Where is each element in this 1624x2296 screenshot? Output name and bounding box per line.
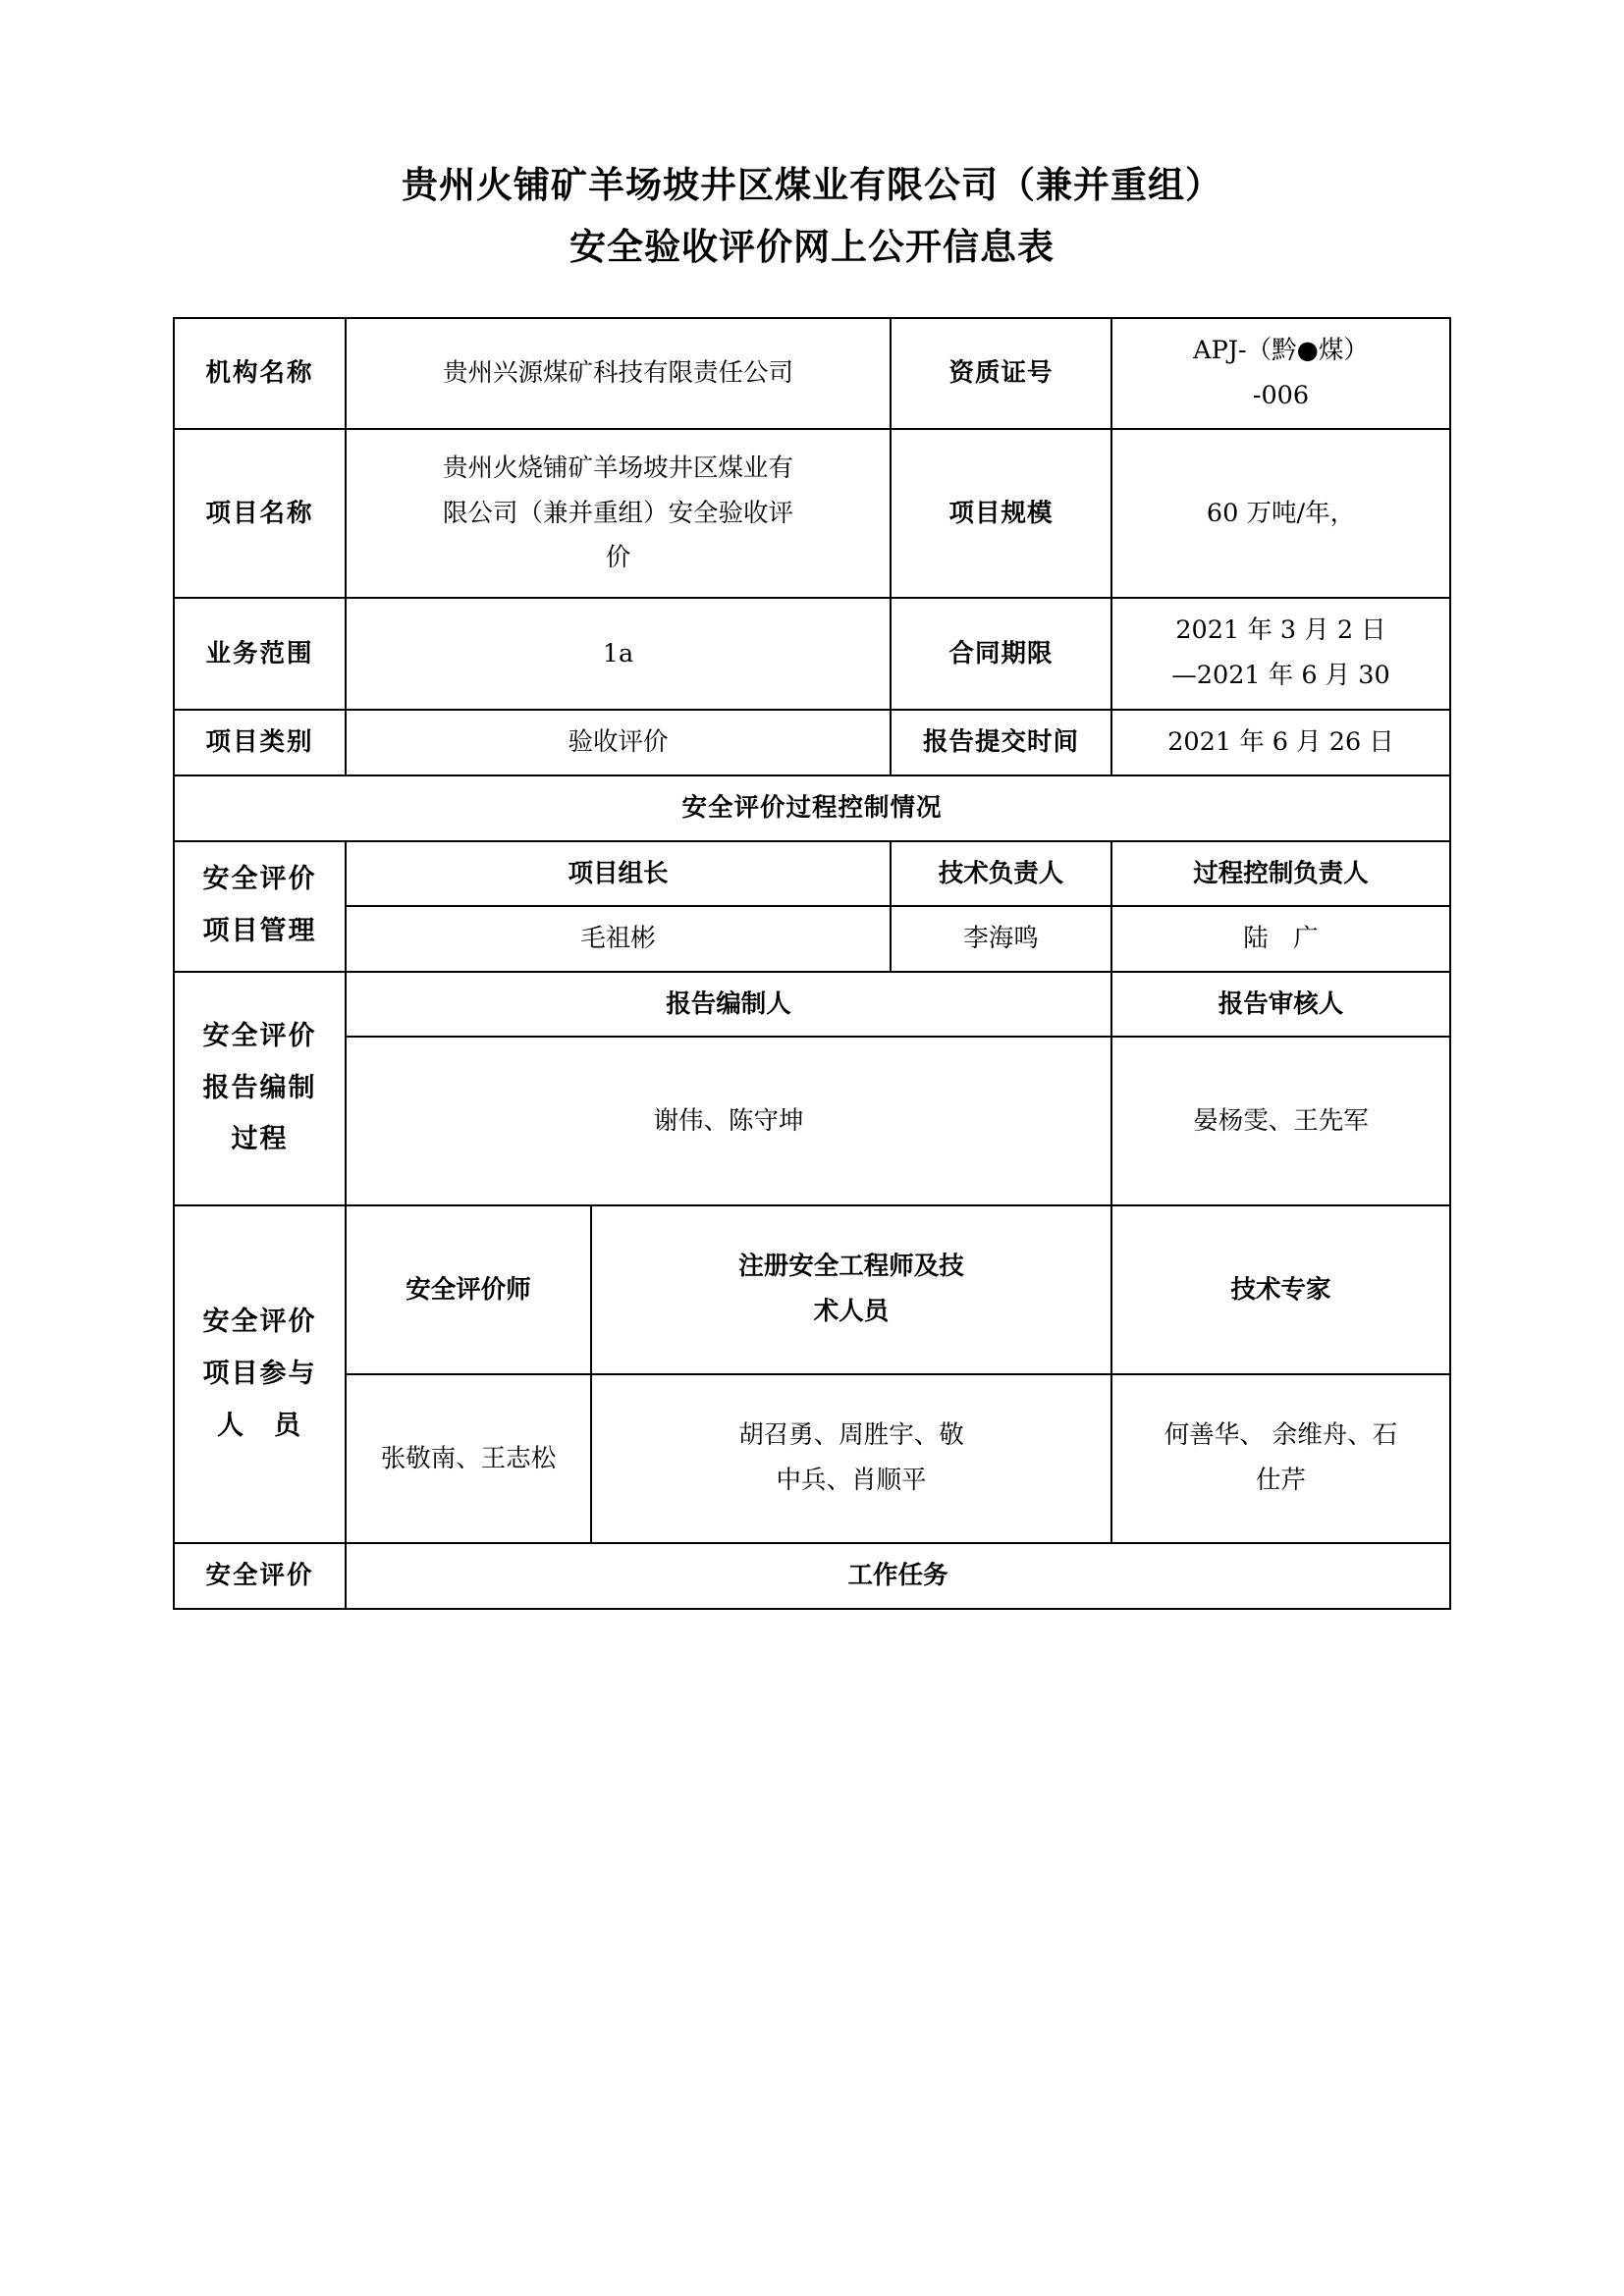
value-report-writer: 谢伟、陈守坤 [346, 1037, 1111, 1205]
label-project-category: 项目类别 [174, 710, 346, 775]
value-process-control-manager: 陆 广 [1111, 906, 1450, 972]
page-title-line-2: 安全验收评价网上公开信息表 [569, 225, 1055, 269]
head-registered-engineer-line-1: 注册安全工程师及技 [738, 1252, 964, 1282]
table-row-participants-heads [174, 1205, 1450, 1374]
value-technical-expert-line-1: 何善华、 余维舟、石 [1164, 1420, 1398, 1451]
value-organization-name: 贵州兴源煤矿科技有限责任公司 [346, 318, 891, 430]
head-registered-engineer [591, 1205, 1111, 1374]
label-project-management-line-2: 项目管理 [202, 916, 317, 947]
label-report-compilation [174, 972, 346, 1206]
value-project-name [346, 429, 891, 598]
head-process-control-manager: 过程控制负责人 [1111, 841, 1450, 907]
value-project-leader: 毛祖彬 [346, 906, 891, 972]
project-name-line-2: 限公司（兼并重组）安全验收评 [442, 498, 793, 528]
value-submit-time: 2021 年 6 月 26 日 [1111, 710, 1450, 775]
document-title-block [0, 0, 1624, 276]
label-organization-name: 机构名称 [174, 318, 346, 430]
page-title-line-1: 贵州火铺矿羊场坡井区煤业有限公司（兼并重组） [402, 163, 1222, 206]
label-report-compilation-line-2: 报告编制 [202, 1072, 317, 1103]
section-title-process-control: 安全评价过程控制情况 [174, 775, 1450, 841]
value-registered-engineer [591, 1374, 1111, 1543]
contract-term-line-2: —2021 年 6 月 30 [1171, 661, 1390, 691]
value-project-category: 验收评价 [346, 710, 891, 775]
label-submit-time: 报告提交时间 [891, 710, 1111, 775]
value-registered-engineer-line-1: 胡召勇、周胜宇、敬 [738, 1420, 964, 1451]
value-technical-expert [1111, 1374, 1450, 1543]
project-name-line-1: 贵州火烧铺矿羊场坡井区煤业有 [442, 453, 793, 483]
label-project-participants [174, 1205, 346, 1543]
label-project-participants-line-2: 项目参与 [202, 1359, 317, 1390]
label-project-management [174, 841, 346, 972]
table-row-organization [174, 318, 1450, 430]
head-safety-assessor: 安全评价师 [346, 1205, 591, 1374]
table-row-report-compilation-values [174, 1037, 1450, 1205]
project-name-line-3: 价 [605, 543, 631, 573]
value-safety-assessor: 张敬南、王志松 [346, 1374, 591, 1543]
value-certificate-no [1111, 318, 1450, 430]
head-project-leader: 项目组长 [346, 841, 891, 907]
value-contract-term [1111, 598, 1450, 710]
certificate-no-line-2: -006 [1252, 380, 1310, 410]
label-report-compilation-line-1: 安全评价 [202, 1021, 317, 1052]
contract-term-line-1: 2021 年 3 月 2 日 [1175, 615, 1386, 646]
table-row-business-scope [174, 598, 1450, 710]
value-technical-manager: 李海鸣 [891, 906, 1111, 972]
label-project-name: 项目名称 [174, 429, 346, 598]
label-project-management-line-1: 安全评价 [202, 864, 317, 895]
label-safety-assessment: 安全评价 [174, 1543, 346, 1609]
value-report-reviewer: 晏杨雯、王先军 [1111, 1037, 1450, 1205]
table-row-report-compilation-heads [174, 972, 1450, 1038]
label-business-scope: 业务范围 [174, 598, 346, 710]
value-technical-expert-line-2: 仕芹 [1255, 1466, 1306, 1496]
label-project-participants-line-3: 人 员 [216, 1410, 302, 1441]
label-certificate-no: 资质证号 [891, 318, 1111, 430]
head-technical-expert: 技术专家 [1111, 1205, 1450, 1374]
head-technical-manager: 技术负责人 [891, 841, 1111, 907]
table-row-participants-values [174, 1374, 1450, 1543]
label-report-compilation-line-3: 过程 [231, 1124, 289, 1155]
value-project-scale: 60 万吨/年， [1111, 429, 1450, 598]
table-row-project-management-values [174, 906, 1450, 972]
value-business-scope: 1a [346, 598, 891, 710]
label-contract-term: 合同期限 [891, 598, 1111, 710]
table-row-project-name [174, 429, 1450, 598]
table-row-work-task [174, 1543, 1450, 1609]
value-registered-engineer-line-2: 中兵、肖顺平 [776, 1466, 927, 1496]
table-row-project-category [174, 710, 1450, 775]
head-report-reviewer: 报告审核人 [1111, 972, 1450, 1038]
certificate-no-line-1: APJ-（黔●煤） [1193, 335, 1369, 365]
label-project-participants-line-1: 安全评价 [202, 1307, 317, 1338]
head-registered-engineer-line-2: 术人员 [813, 1297, 890, 1327]
head-report-writer: 报告编制人 [346, 972, 1111, 1038]
label-project-scale: 项目规模 [891, 429, 1111, 598]
head-work-task: 工作任务 [346, 1543, 1450, 1609]
table-row-section-header [174, 775, 1450, 841]
table-row-project-management-heads [174, 841, 1450, 907]
public-information-table [173, 317, 1451, 1610]
